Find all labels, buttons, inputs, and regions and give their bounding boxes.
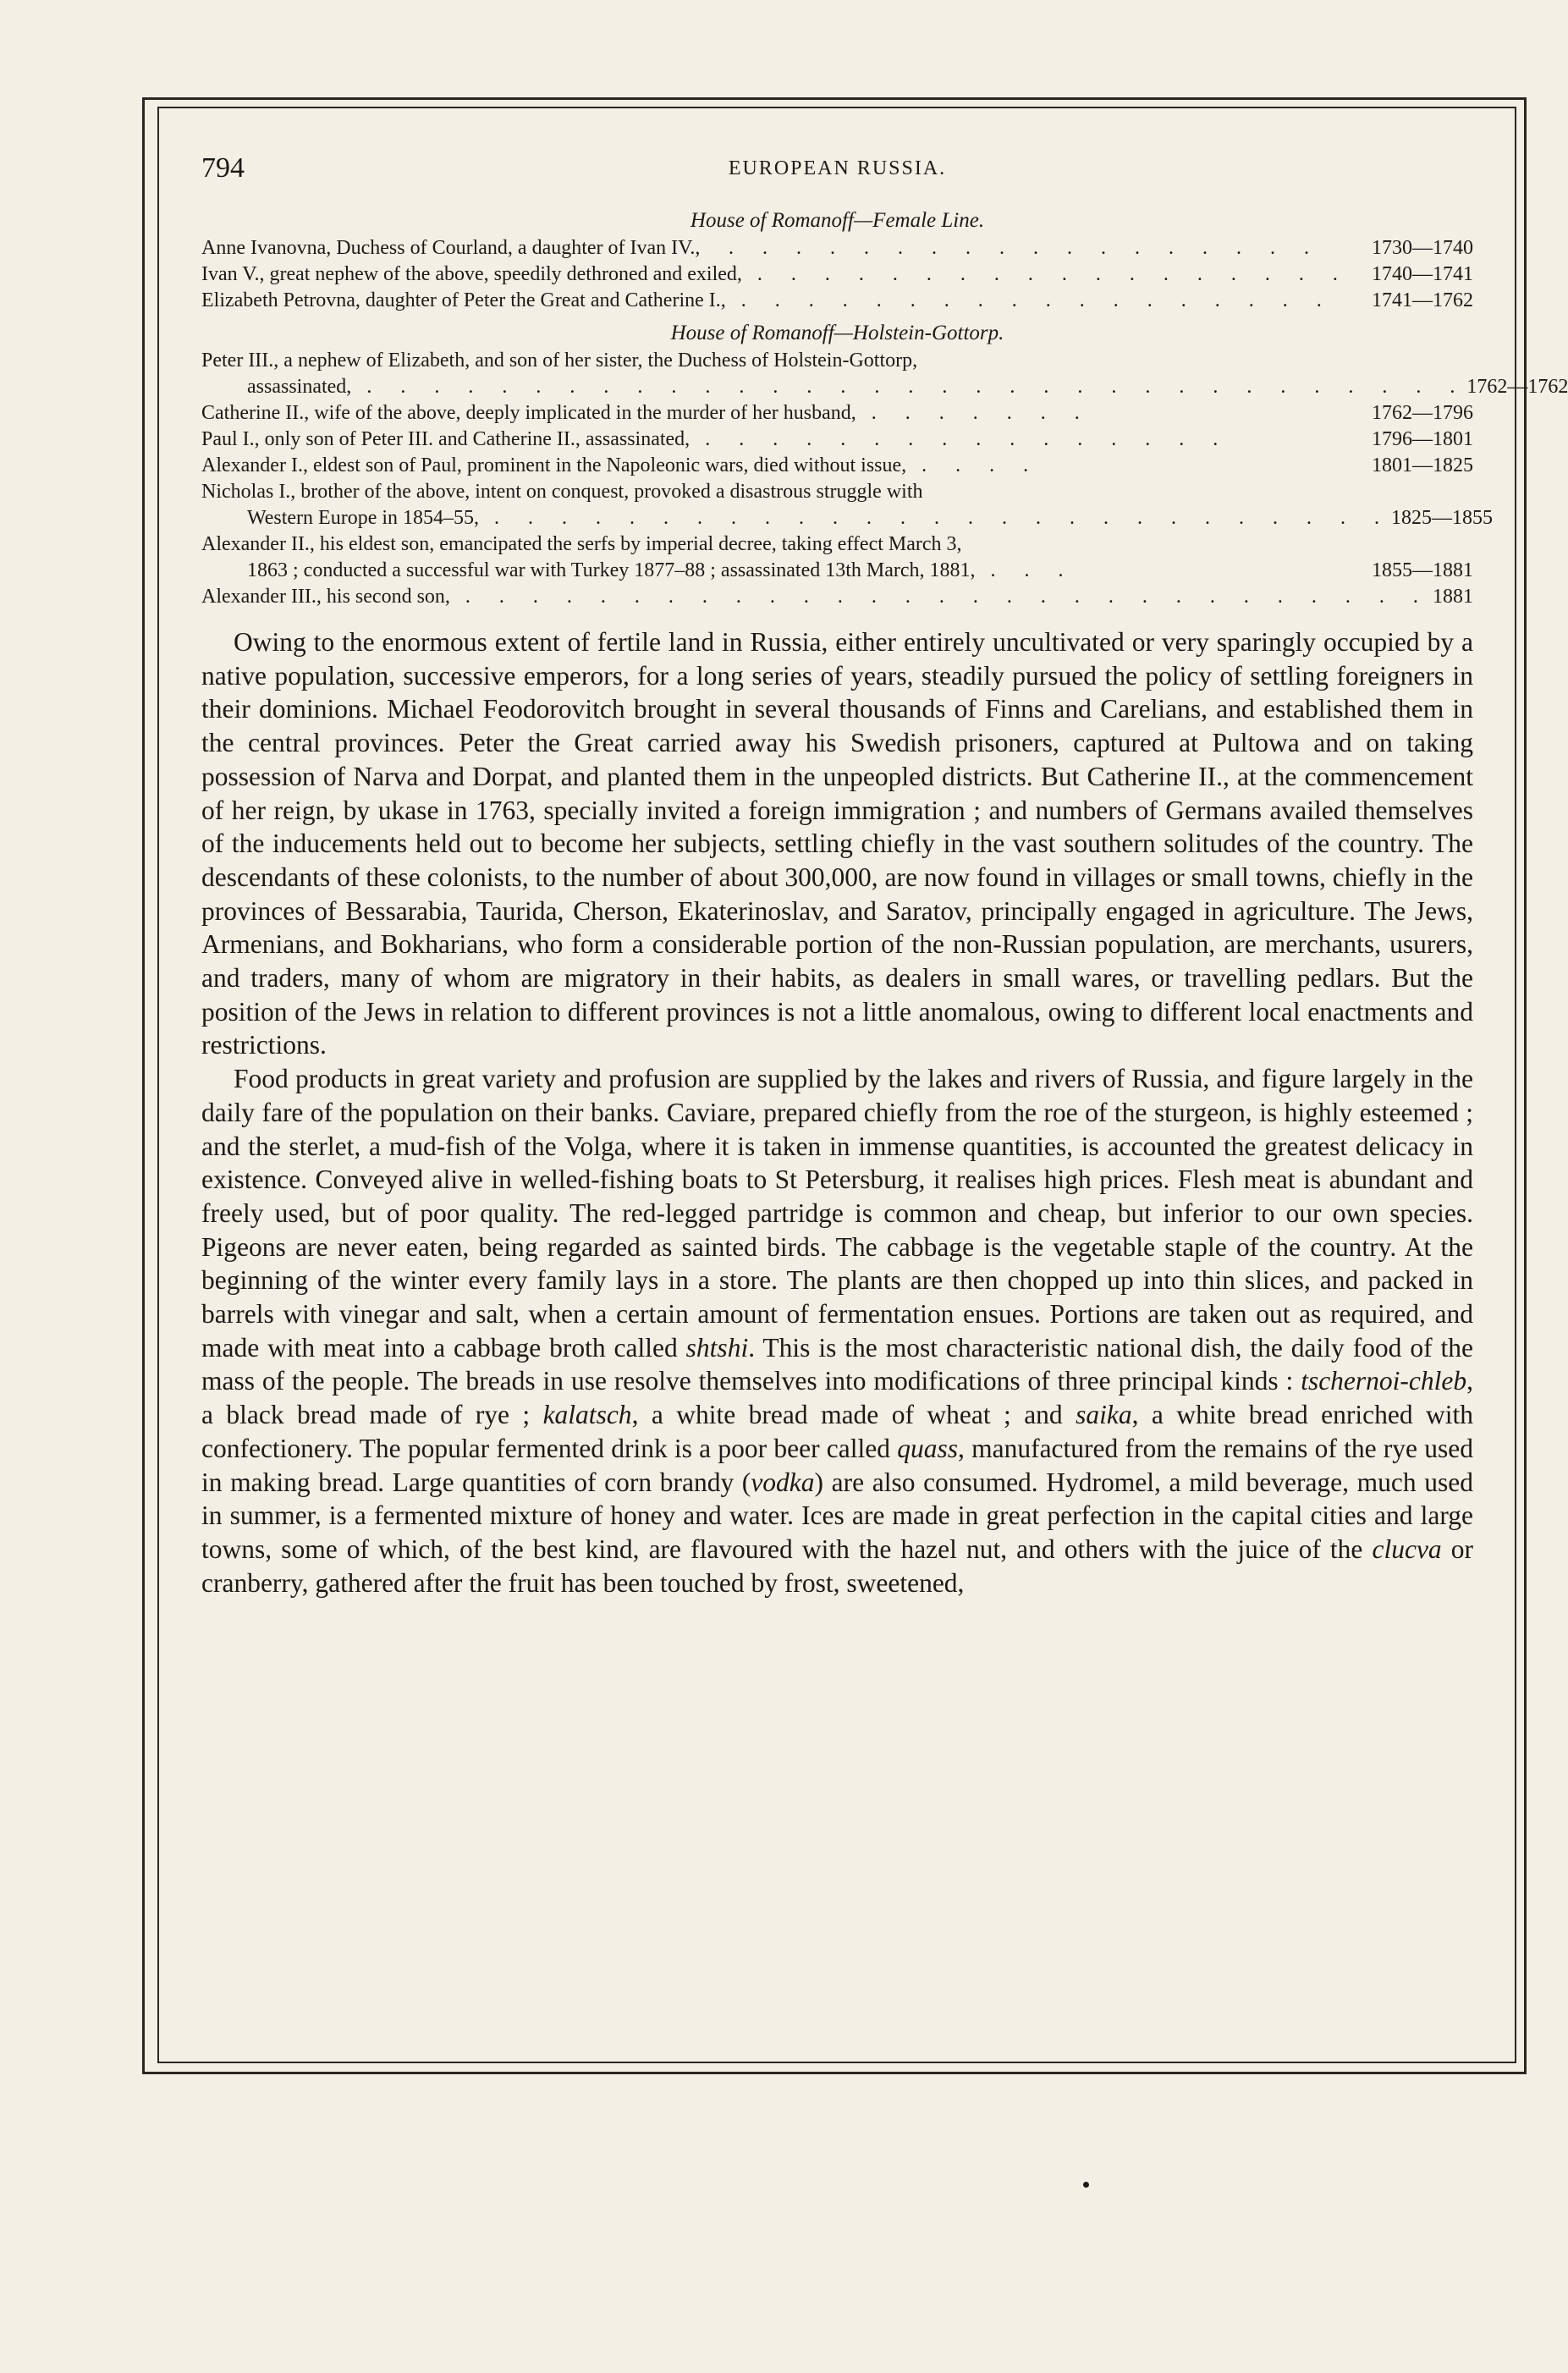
row-description: Catherine II., wife of the above, deeply implicated in the murder of her husband,	[201, 402, 856, 424]
page-header	[201, 152, 1473, 186]
row-description: Alexander I., eldest son of Paul, prominent in the Napoleonic wars, died without issue,	[201, 454, 907, 476]
row-description: Ivan V., great nephew of the above, speedily dethroned and exiled,	[201, 263, 742, 285]
leader-dots: . . . . . . . . . . . . . . . . . . . . . . . . . . .	[494, 507, 1392, 529]
row-dates: 1741—1762	[1372, 289, 1473, 311]
italic-term: tschernoi-chleb	[1301, 1366, 1467, 1396]
leader-dots: . . . . . . . . . . . . . . . . . .	[740, 289, 1334, 311]
row-dates: 1801—1825	[1372, 454, 1473, 476]
row-dates: 1762—1796	[1372, 402, 1473, 424]
table-row	[201, 235, 1473, 262]
row-description: Anne Ivanovna, Duchess of Courland, a daughter of Ivan IV.,	[201, 237, 701, 259]
text-run: Food products in great variety and profusion are supplied by the lakes and rivers of Russia, and figure largely in the daily fare of the population on their banks. Caviare, prepared chiefly from the roe of the sturgeon, is highly esteemed ; and the sterlet, a mud-fish of the Volga, where it is taken in immense quantities, is accounted the greatest delicacy in existence. Conveyed alive in welled-fishing boats to St Petersburg, it realises high prices. Flesh meat is abundant and freely used, but of poor quality. The red-legged partridge is common and cheap, but inferior to our own species. Pigeons are never eaten, being regarded as sainted birds. The cabbage is the vegetable staple of the country. At the beginning of the winter every family lays in a store. The plants are then chopped up into thin slices, and packed in barrels with vinegar and salt, when a certain amount of fermentation ensues. Portions are taken out as required, and made with meat into a cabbage broth called	[201, 1064, 1473, 1363]
page-content	[201, 152, 1568, 1599]
text-run: , a white bread made of wheat ; and	[631, 1400, 1076, 1430]
stray-ink-dot	[1083, 2182, 1089, 2188]
table-row	[201, 558, 1473, 584]
leader-dots: . . . . . . . . . . . . . . . . . .	[756, 263, 1350, 285]
table-title-holstein-gottorp: House of Romanoff—Holstein-Gottorp.	[670, 322, 1004, 344]
leader-dots: . . . .	[922, 454, 1041, 476]
italic-term: kalatsch	[542, 1400, 632, 1430]
row-description: 1863 ; conducted a successful war with Turkey 1877–88 ; assassinated 13th March, 1881,	[247, 559, 976, 581]
body-text	[201, 625, 1473, 1599]
row-dates: 1740—1741	[1372, 263, 1473, 285]
row-dates: 1730—1740	[1372, 237, 1473, 259]
paragraph-immigration: Owing to the enormous extent of fertile land in Russia, either entirely uncultivated or very sparingly occupied by a native population, successive emperors, for a long series of years, steadily pursued the policy of settling foreigners in their dominions. Michael Feodorovitch brought in several thousands of Finns and Carelians, and established them in the central provinces. Peter the Great carried away his Swedish prisoners, captured at Pultowa and on taking possession of Narva and Dorpat, and planted them in the unpeopled districts. But Catherine II., at the commencement of her reign, by ukase in 1763, specially invited a foreign immigration ; and numbers of Germans availed themselves of the inducements held out to become her subjects, settling chiefly in the vast southern solitudes of the country. The descendants of these colonists, to the number of about 300,000, are now found in villages or small towns, chiefly in the provinces of Bessarabia, Taurida, Cherson, Ekaterinoslav, and Saratov, principally engaged in agriculture. The Jews, Armenians, and Bokharians, who form a considerable portion of the non-Russian population, are merchants, usurers, and traders, many of whom are migratory in their habits, as dealers in small wares, or travelling pedlars. But the position of the Jews in relation to different provinces is not a little anomalous, owing to different local enactments and restrictions.	[201, 627, 1473, 1060]
table-row-text: Alexander II., his eldest son, emancipated the serfs by imperial decree, taking effect March 3,	[201, 533, 962, 555]
italic-term: vodka	[751, 1467, 815, 1497]
table-row	[201, 400, 1473, 427]
row-description: Elizabeth Petrovna, daughter of Peter the Great and Catherine I.,	[201, 289, 726, 311]
leader-dots: . . . . . . . . . . . . . . . . . . . . . . . . . . . . .	[465, 586, 1430, 608]
text-run: ) are also consumed. Hydromel, a mild beverage, much used in summer, is a fermented mixture of honey and water. Ices are made in great perfection in the capital cities and large towns, some of which, of the best kind, are flavoured with the hazel nut, and others with the juice of the	[201, 1467, 1473, 1564]
page-number: 794	[201, 152, 245, 184]
row-dates: 1881	[1433, 586, 1473, 608]
row-description: Western Europe in 1854–55,	[247, 507, 480, 529]
table-row	[201, 374, 1568, 400]
leader-dots: . . . . . . . . . . . . . . . .	[705, 428, 1230, 450]
leader-dots: . . . . . . . . . . . . . . . . . .	[729, 237, 1321, 259]
table-row	[201, 584, 1473, 610]
table-row	[201, 505, 1494, 531]
text-run: , a black bread made of rye ;	[201, 1366, 1473, 1430]
row-dates: 1825—1855	[1391, 507, 1494, 529]
row-dates: 1855—1881	[1372, 559, 1473, 581]
leader-dots: . . . . . . . . . . . . . . . . . . . . . . . . . . . . . . . . .	[366, 376, 1467, 398]
row-description: assassinated,	[247, 376, 352, 398]
italic-term: shtshi	[685, 1332, 749, 1363]
table-title-female-line: House of Romanoff—Female Line.	[690, 209, 985, 232]
table-row	[201, 453, 1473, 479]
table-row	[201, 427, 1473, 453]
paragraph-food	[201, 1062, 1473, 1599]
text-run: , a white bread enriched with confectionery. The popular fermented drink is a poor beer called	[201, 1400, 1473, 1463]
italic-term: quass	[897, 1433, 958, 1463]
leader-dots: . . . . . . .	[871, 402, 1092, 424]
leader-dots: . . .	[990, 559, 1076, 581]
table-row-text: Nicholas I., brother of the above, intent on conquest, provoked a disastrous struggle with	[201, 481, 923, 503]
table-row-text: Peter III., a nephew of Elizabeth, and son of her sister, the Duchess of Holstein-Gottorp,	[201, 350, 918, 372]
text-run: or cranberry, gathered after the fruit has been touched by frost, sweetened,	[201, 1533, 1473, 1598]
row-description: Paul I., only son of Peter III. and Catherine II., assassinated,	[201, 428, 690, 450]
running-head: EUROPEAN RUSSIA.	[728, 157, 947, 179]
text-run: , manufactured from the remains of the rye used in making bread. Large quantities of corn brandy (	[201, 1433, 1473, 1497]
text-run: . This is the most characteristic national dish, the daily food of the mass of the people. The breads in use resolve themselves into modifications of three principal kinds :	[201, 1332, 1474, 1396]
italic-term: saika	[1076, 1400, 1132, 1430]
italic-term: clucva	[1372, 1533, 1442, 1564]
row-dates: 1796—1801	[1372, 428, 1473, 450]
row-dates: 1762—1762	[1466, 376, 1568, 398]
table-row	[201, 288, 1473, 314]
row-description: Alexander III., his second son,	[201, 586, 450, 608]
table-row	[201, 262, 1473, 288]
